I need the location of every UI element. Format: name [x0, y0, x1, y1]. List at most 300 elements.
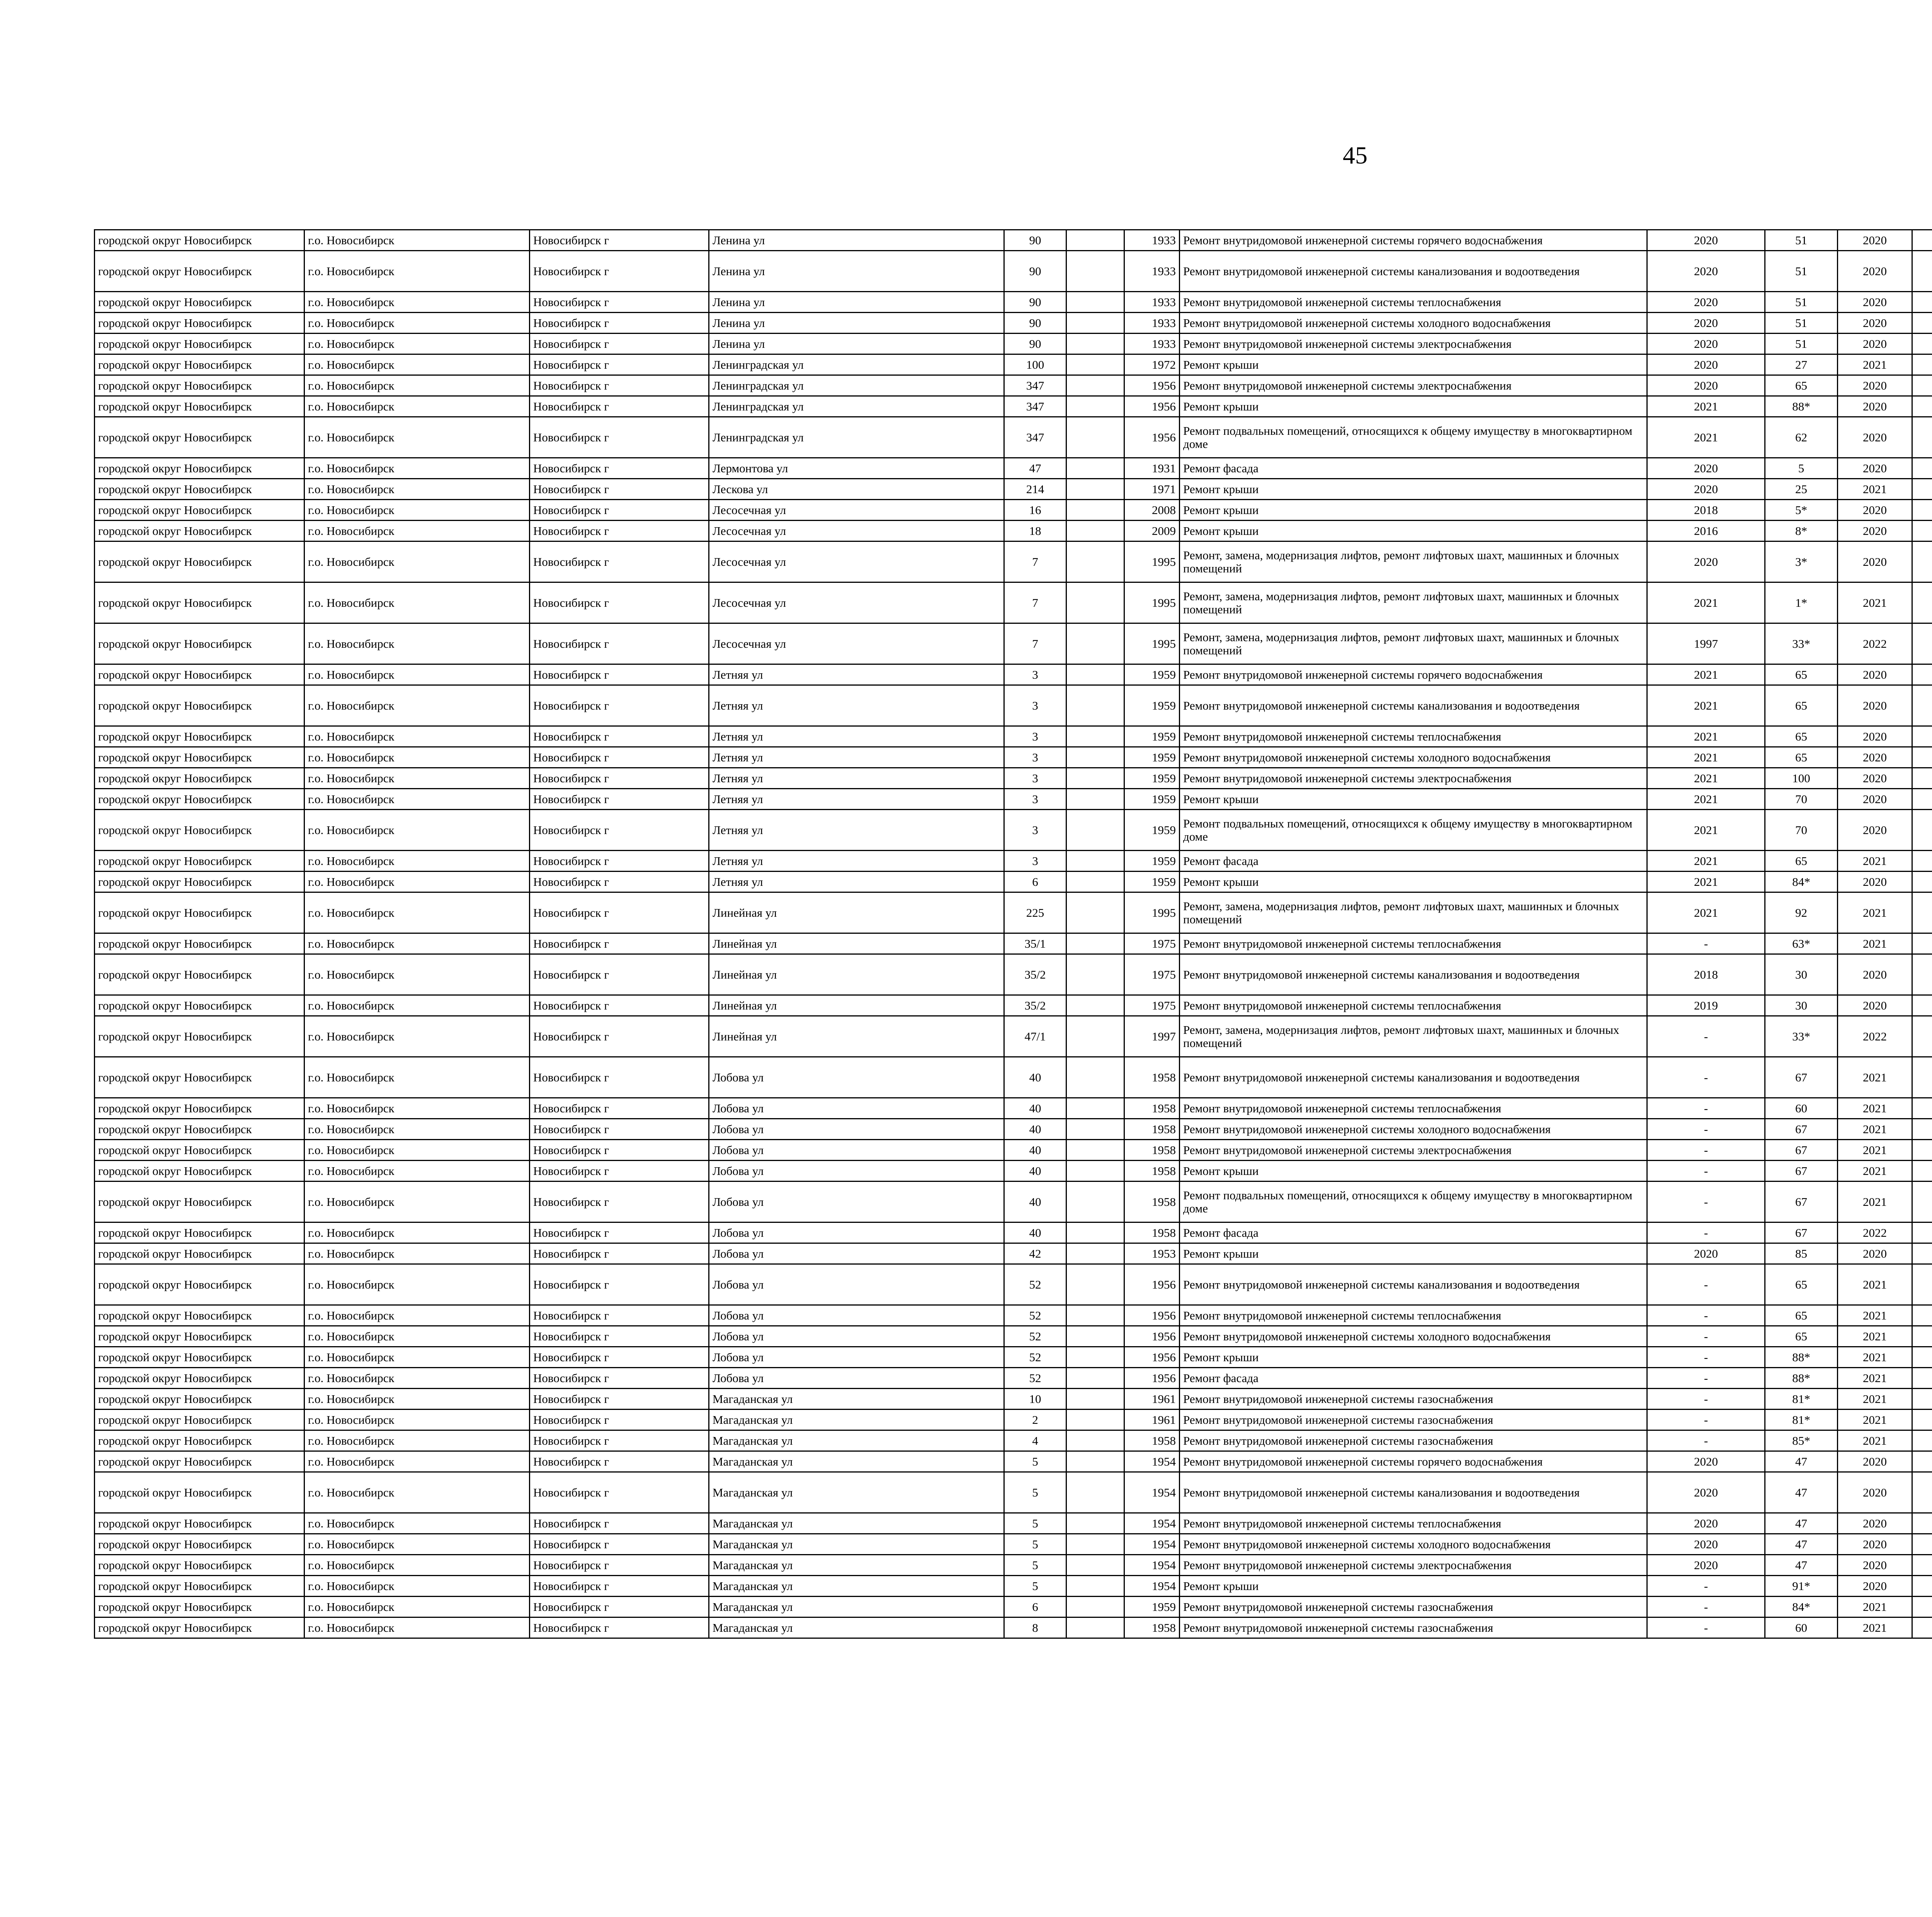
cell-house-number: 347	[1004, 417, 1066, 458]
cell-build-year: 1954	[1124, 1513, 1180, 1534]
cell-building	[1066, 1243, 1124, 1264]
cell-build-year: 1958	[1124, 1119, 1180, 1140]
cell-last-repair-year: -	[1647, 1389, 1765, 1410]
cell-municipality: городской округ Новосибирск	[95, 1597, 304, 1617]
cell-work-type: Ремонт внутридомовой инженерной системы газоснабжения	[1180, 1597, 1647, 1617]
cell-settlement-type: г.о. Новосибирск	[304, 458, 530, 479]
cell-city: Новосибирск г	[530, 1326, 709, 1347]
cell-plan-end-year	[1912, 251, 1932, 292]
cell-work-type: Ремонт внутридомовой инженерной системы теплоснабжения	[1180, 1305, 1647, 1326]
cell-plan-end-year	[1912, 623, 1932, 664]
cell-last-repair-year: 2020	[1647, 292, 1765, 313]
cell-build-year: 1971	[1124, 479, 1180, 500]
cell-house-number: 35/2	[1004, 995, 1066, 1016]
cell-city: Новосибирск г	[530, 1016, 709, 1057]
repair-register-table	[94, 229, 1932, 1639]
cell-settlement-type: г.о. Новосибирск	[304, 1347, 530, 1368]
cell-building	[1066, 396, 1124, 417]
table-row	[95, 872, 1932, 892]
cell-street: Ленинградская ул	[709, 396, 1004, 417]
cell-city: Новосибирск г	[530, 479, 709, 500]
cell-municipality: городской округ Новосибирск	[95, 1016, 304, 1057]
cell-plan-end-year	[1912, 500, 1932, 521]
cell-street: Ленина ул	[709, 292, 1004, 313]
cell-last-repair-year: 2020	[1647, 1472, 1765, 1513]
cell-last-repair-year: -	[1647, 1264, 1765, 1305]
cell-city: Новосибирск г	[530, 954, 709, 995]
cell-settlement-type: г.о. Новосибирск	[304, 1597, 530, 1617]
cell-settlement-type: г.о. Новосибирск	[304, 954, 530, 995]
cell-building	[1066, 1534, 1124, 1555]
cell-build-year: 1975	[1124, 995, 1180, 1016]
cell-house-number: 347	[1004, 396, 1066, 417]
table-row	[95, 1305, 1932, 1326]
cell-build-year: 1956	[1124, 1264, 1180, 1305]
cell-municipality: городской округ Новосибирск	[95, 1182, 304, 1222]
cell-plan-start-year: 2021	[1838, 1140, 1912, 1161]
cell-work-type: Ремонт крыши	[1180, 396, 1647, 417]
cell-last-repair-year: -	[1647, 1140, 1765, 1161]
cell-house-number: 42	[1004, 1243, 1066, 1264]
cell-house-number: 35/2	[1004, 954, 1066, 995]
cell-plan-end-year	[1912, 1472, 1932, 1513]
cell-street: Ленинградская ул	[709, 417, 1004, 458]
cell-house-number: 40	[1004, 1161, 1066, 1182]
cell-settlement-type: г.о. Новосибирск	[304, 1555, 530, 1576]
cell-street: Летняя ул	[709, 768, 1004, 789]
cell-settlement-type: г.о. Новосибирск	[304, 541, 530, 582]
cell-city: Новосибирск г	[530, 892, 709, 933]
cell-plan-start-year: 2020	[1838, 872, 1912, 892]
cell-wear-percent: 47	[1765, 1451, 1838, 1472]
cell-city: Новосибирск г	[530, 1347, 709, 1368]
cell-build-year: 1995	[1124, 541, 1180, 582]
cell-build-year: 1933	[1124, 313, 1180, 334]
cell-work-type: Ремонт внутридомовой инженерной системы электроснабжения	[1180, 334, 1647, 354]
table-row	[95, 354, 1932, 375]
cell-build-year: 1956	[1124, 417, 1180, 458]
cell-settlement-type: г.о. Новосибирск	[304, 230, 530, 251]
table-row	[95, 768, 1932, 789]
cell-work-type: Ремонт крыши	[1180, 789, 1647, 810]
cell-last-repair-year: 2021	[1647, 892, 1765, 933]
cell-build-year: 1933	[1124, 230, 1180, 251]
cell-house-number: 90	[1004, 334, 1066, 354]
cell-plan-end-year	[1912, 479, 1932, 500]
cell-settlement-type: г.о. Новосибирск	[304, 1098, 530, 1119]
cell-house-number: 5	[1004, 1555, 1066, 1576]
cell-wear-percent: 67	[1765, 1182, 1838, 1222]
cell-build-year: 1958	[1124, 1182, 1180, 1222]
cell-build-year: 1997	[1124, 1016, 1180, 1057]
cell-city: Новосибирск г	[530, 292, 709, 313]
cell-wear-percent: 84*	[1765, 872, 1838, 892]
cell-street: Летняя ул	[709, 685, 1004, 726]
cell-house-number: 3	[1004, 789, 1066, 810]
cell-plan-end-year	[1912, 1534, 1932, 1555]
cell-last-repair-year: 2020	[1647, 479, 1765, 500]
cell-plan-end-year	[1912, 664, 1932, 685]
cell-building	[1066, 726, 1124, 747]
cell-last-repair-year: 2020	[1647, 1243, 1765, 1264]
cell-plan-start-year: 2022	[1838, 1222, 1912, 1243]
cell-build-year: 1995	[1124, 623, 1180, 664]
cell-build-year: 1954	[1124, 1534, 1180, 1555]
cell-last-repair-year: 2021	[1647, 747, 1765, 768]
cell-wear-percent: 67	[1765, 1161, 1838, 1182]
cell-last-repair-year: 2021	[1647, 417, 1765, 458]
cell-wear-percent: 1*	[1765, 582, 1838, 623]
table-row	[95, 1098, 1932, 1119]
table-row	[95, 292, 1932, 313]
cell-work-type: Ремонт фасада	[1180, 851, 1647, 872]
cell-settlement-type: г.о. Новосибирск	[304, 1119, 530, 1140]
cell-wear-percent: 65	[1765, 851, 1838, 872]
cell-city: Новосибирск г	[530, 1243, 709, 1264]
cell-settlement-type: г.о. Новосибирск	[304, 1057, 530, 1098]
cell-street: Линейная ул	[709, 995, 1004, 1016]
cell-city: Новосибирск г	[530, 417, 709, 458]
table-row	[95, 1016, 1932, 1057]
cell-work-type: Ремонт внутридомовой инженерной системы электроснабжения	[1180, 1140, 1647, 1161]
cell-municipality: городской округ Новосибирск	[95, 500, 304, 521]
table-row	[95, 230, 1932, 251]
cell-last-repair-year: 2019	[1647, 995, 1765, 1016]
cell-plan-end-year	[1912, 1243, 1932, 1264]
cell-work-type: Ремонт фасада	[1180, 1368, 1647, 1389]
cell-settlement-type: г.о. Новосибирск	[304, 521, 530, 541]
cell-city: Новосибирск г	[530, 500, 709, 521]
cell-last-repair-year: 2021	[1647, 851, 1765, 872]
cell-street: Летняя ул	[709, 851, 1004, 872]
cell-plan-end-year	[1912, 747, 1932, 768]
cell-plan-start-year: 2020	[1838, 500, 1912, 521]
cell-plan-start-year: 2020	[1838, 810, 1912, 851]
cell-work-type: Ремонт внутридомовой инженерной системы канализования и водоотведения	[1180, 1472, 1647, 1513]
cell-building	[1066, 933, 1124, 954]
cell-municipality: городской округ Новосибирск	[95, 1472, 304, 1513]
cell-last-repair-year: 2021	[1647, 685, 1765, 726]
cell-plan-start-year: 2021	[1838, 479, 1912, 500]
cell-last-repair-year: -	[1647, 1119, 1765, 1140]
cell-street: Магаданская ул	[709, 1555, 1004, 1576]
cell-build-year: 1933	[1124, 292, 1180, 313]
cell-municipality: городской округ Новосибирск	[95, 375, 304, 396]
cell-street: Лобова ул	[709, 1368, 1004, 1389]
table-row	[95, 1617, 1932, 1638]
cell-build-year: 1956	[1124, 1368, 1180, 1389]
cell-last-repair-year: 2020	[1647, 1451, 1765, 1472]
cell-build-year: 1959	[1124, 851, 1180, 872]
cell-wear-percent: 70	[1765, 810, 1838, 851]
table-row	[95, 954, 1932, 995]
table-row	[95, 375, 1932, 396]
cell-plan-start-year: 2022	[1838, 1016, 1912, 1057]
cell-house-number: 90	[1004, 230, 1066, 251]
cell-last-repair-year: 2021	[1647, 582, 1765, 623]
cell-plan-start-year: 2020	[1838, 1451, 1912, 1472]
cell-wear-percent: 25	[1765, 479, 1838, 500]
cell-wear-percent: 88*	[1765, 1368, 1838, 1389]
table-row	[95, 1472, 1932, 1513]
cell-building	[1066, 1264, 1124, 1305]
table-row	[95, 479, 1932, 500]
cell-house-number: 47/1	[1004, 1016, 1066, 1057]
cell-plan-end-year	[1912, 685, 1932, 726]
cell-plan-start-year: 2020	[1838, 230, 1912, 251]
cell-plan-end-year	[1912, 726, 1932, 747]
cell-plan-start-year: 2020	[1838, 1534, 1912, 1555]
cell-work-type: Ремонт фасада	[1180, 1222, 1647, 1243]
cell-wear-percent: 70	[1765, 789, 1838, 810]
cell-plan-end-year	[1912, 334, 1932, 354]
cell-work-type: Ремонт фасада	[1180, 458, 1647, 479]
cell-street: Магаданская ул	[709, 1410, 1004, 1430]
cell-house-number: 8	[1004, 1617, 1066, 1638]
cell-street: Лобова ул	[709, 1243, 1004, 1264]
cell-work-type: Ремонт внутридомовой инженерной системы теплоснабжения	[1180, 292, 1647, 313]
cell-last-repair-year: 2020	[1647, 375, 1765, 396]
cell-building	[1066, 1305, 1124, 1326]
cell-plan-start-year: 2020	[1838, 1472, 1912, 1513]
cell-city: Новосибирск г	[530, 1430, 709, 1451]
cell-city: Новосибирск г	[530, 1534, 709, 1555]
cell-house-number: 3	[1004, 851, 1066, 872]
cell-wear-percent: 85*	[1765, 1430, 1838, 1451]
cell-building	[1066, 230, 1124, 251]
cell-street: Линейная ул	[709, 1016, 1004, 1057]
cell-street: Лобова ул	[709, 1347, 1004, 1368]
cell-work-type: Ремонт подвальных помещений, относящихся к общему имуществу в многоквартирном доме	[1180, 1182, 1647, 1222]
table-row	[95, 251, 1932, 292]
table-row	[95, 1326, 1932, 1347]
cell-work-type: Ремонт подвальных помещений, относящихся к общему имуществу в многоквартирном доме	[1180, 810, 1647, 851]
cell-plan-start-year: 2020	[1838, 789, 1912, 810]
cell-street: Летняя ул	[709, 664, 1004, 685]
cell-wear-percent: 47	[1765, 1555, 1838, 1576]
cell-settlement-type: г.о. Новосибирск	[304, 933, 530, 954]
cell-street: Лобова ул	[709, 1140, 1004, 1161]
table-row	[95, 1513, 1932, 1534]
cell-street: Магаданская ул	[709, 1534, 1004, 1555]
cell-plan-end-year	[1912, 1182, 1932, 1222]
table-row	[95, 1119, 1932, 1140]
cell-work-type: Ремонт крыши	[1180, 354, 1647, 375]
cell-wear-percent: 65	[1765, 726, 1838, 747]
cell-plan-start-year: 2021	[1838, 1098, 1912, 1119]
cell-building	[1066, 1617, 1124, 1638]
cell-wear-percent: 60	[1765, 1098, 1838, 1119]
cell-work-type: Ремонт крыши	[1180, 872, 1647, 892]
cell-house-number: 5	[1004, 1534, 1066, 1555]
table-row	[95, 417, 1932, 458]
cell-work-type: Ремонт внутридомовой инженерной системы холодного водоснабжения	[1180, 747, 1647, 768]
cell-building	[1066, 417, 1124, 458]
table-row	[95, 810, 1932, 851]
cell-settlement-type: г.о. Новосибирск	[304, 582, 530, 623]
cell-plan-start-year: 2021	[1838, 354, 1912, 375]
cell-house-number: 2	[1004, 1410, 1066, 1430]
cell-city: Новосибирск г	[530, 375, 709, 396]
cell-house-number: 35/1	[1004, 933, 1066, 954]
cell-plan-end-year	[1912, 1140, 1932, 1161]
cell-plan-start-year: 2020	[1838, 954, 1912, 995]
cell-last-repair-year: 2018	[1647, 500, 1765, 521]
cell-last-repair-year: 2021	[1647, 789, 1765, 810]
cell-wear-percent: 67	[1765, 1057, 1838, 1098]
cell-municipality: городской округ Новосибирск	[95, 1140, 304, 1161]
cell-plan-start-year: 2020	[1838, 521, 1912, 541]
cell-house-number: 40	[1004, 1222, 1066, 1243]
table-row	[95, 1347, 1932, 1368]
cell-settlement-type: г.о. Новосибирск	[304, 1430, 530, 1451]
cell-building	[1066, 995, 1124, 1016]
cell-street: Магаданская ул	[709, 1430, 1004, 1451]
cell-plan-start-year: 2021	[1838, 1119, 1912, 1140]
cell-plan-start-year: 2021	[1838, 1264, 1912, 1305]
register-body	[95, 230, 1932, 1638]
cell-work-type: Ремонт внутридомовой инженерной системы газоснабжения	[1180, 1389, 1647, 1410]
cell-building	[1066, 500, 1124, 521]
cell-build-year: 1953	[1124, 1243, 1180, 1264]
cell-last-repair-year: 2021	[1647, 810, 1765, 851]
cell-building	[1066, 375, 1124, 396]
page-number: 45	[1343, 141, 1367, 169]
cell-plan-end-year	[1912, 313, 1932, 334]
table-row	[95, 1389, 1932, 1410]
cell-last-repair-year: -	[1647, 933, 1765, 954]
cell-municipality: городской округ Новосибирск	[95, 623, 304, 664]
cell-house-number: 40	[1004, 1098, 1066, 1119]
cell-street: Лескова ул	[709, 479, 1004, 500]
cell-plan-end-year	[1912, 768, 1932, 789]
cell-wear-percent: 33*	[1765, 623, 1838, 664]
cell-street: Лобова ул	[709, 1182, 1004, 1222]
cell-settlement-type: г.о. Новосибирск	[304, 354, 530, 375]
table-row	[95, 500, 1932, 521]
cell-municipality: городской округ Новосибирск	[95, 1513, 304, 1534]
cell-build-year: 1931	[1124, 458, 1180, 479]
cell-work-type: Ремонт внутридомовой инженерной системы теплоснабжения	[1180, 1513, 1647, 1534]
table-row	[95, 1182, 1932, 1222]
cell-plan-end-year	[1912, 1555, 1932, 1576]
cell-municipality: городской округ Новосибирск	[95, 458, 304, 479]
cell-settlement-type: г.о. Новосибирск	[304, 396, 530, 417]
cell-plan-end-year	[1912, 375, 1932, 396]
cell-settlement-type: г.о. Новосибирск	[304, 623, 530, 664]
cell-settlement-type: г.о. Новосибирск	[304, 1451, 530, 1472]
cell-build-year: 1959	[1124, 1597, 1180, 1617]
cell-house-number: 3	[1004, 726, 1066, 747]
cell-building	[1066, 521, 1124, 541]
cell-street: Лесосечная ул	[709, 582, 1004, 623]
cell-build-year: 1958	[1124, 1222, 1180, 1243]
cell-last-repair-year: 2021	[1647, 726, 1765, 747]
cell-build-year: 1954	[1124, 1576, 1180, 1597]
cell-plan-end-year	[1912, 292, 1932, 313]
cell-settlement-type: г.о. Новосибирск	[304, 995, 530, 1016]
cell-house-number: 52	[1004, 1347, 1066, 1368]
cell-street: Лобова ул	[709, 1264, 1004, 1305]
cell-work-type: Ремонт внутридомовой инженерной системы электроснабжения	[1180, 768, 1647, 789]
cell-plan-end-year	[1912, 1098, 1932, 1119]
cell-settlement-type: г.о. Новосибирск	[304, 892, 530, 933]
cell-building	[1066, 810, 1124, 851]
cell-last-repair-year: -	[1647, 1057, 1765, 1098]
cell-house-number: 40	[1004, 1182, 1066, 1222]
cell-settlement-type: г.о. Новосибирск	[304, 1222, 530, 1243]
cell-city: Новосибирск г	[530, 995, 709, 1016]
cell-house-number: 7	[1004, 582, 1066, 623]
cell-settlement-type: г.о. Новосибирск	[304, 1472, 530, 1513]
table-row	[95, 1264, 1932, 1305]
cell-street: Лесосечная ул	[709, 541, 1004, 582]
cell-last-repair-year: 1997	[1647, 623, 1765, 664]
cell-municipality: городской округ Новосибирск	[95, 892, 304, 933]
cell-street: Линейная ул	[709, 892, 1004, 933]
cell-settlement-type: г.о. Новосибирск	[304, 810, 530, 851]
cell-wear-percent: 81*	[1765, 1410, 1838, 1430]
cell-house-number: 100	[1004, 354, 1066, 375]
cell-plan-end-year	[1912, 230, 1932, 251]
cell-street: Летняя ул	[709, 726, 1004, 747]
cell-wear-percent: 88*	[1765, 1347, 1838, 1368]
cell-build-year: 1972	[1124, 354, 1180, 375]
cell-city: Новосибирск г	[530, 1222, 709, 1243]
cell-settlement-type: г.о. Новосибирск	[304, 1016, 530, 1057]
cell-house-number: 3	[1004, 768, 1066, 789]
cell-settlement-type: г.о. Новосибирск	[304, 1326, 530, 1347]
cell-plan-start-year: 2021	[1838, 1617, 1912, 1638]
cell-last-repair-year: 2020	[1647, 354, 1765, 375]
cell-settlement-type: г.о. Новосибирск	[304, 664, 530, 685]
cell-building	[1066, 789, 1124, 810]
cell-settlement-type: г.о. Новосибирск	[304, 1617, 530, 1638]
cell-municipality: городской округ Новосибирск	[95, 995, 304, 1016]
table-row	[95, 664, 1932, 685]
cell-work-type: Ремонт внутридомовой инженерной системы горячего водоснабжения	[1180, 230, 1647, 251]
cell-settlement-type: г.о. Новосибирск	[304, 851, 530, 872]
cell-street: Летняя ул	[709, 810, 1004, 851]
cell-city: Новосибирск г	[530, 396, 709, 417]
cell-build-year: 1959	[1124, 768, 1180, 789]
cell-house-number: 90	[1004, 292, 1066, 313]
cell-settlement-type: г.о. Новосибирск	[304, 1534, 530, 1555]
cell-house-number: 90	[1004, 313, 1066, 334]
cell-building	[1066, 1098, 1124, 1119]
cell-build-year: 1975	[1124, 954, 1180, 995]
cell-settlement-type: г.о. Новосибирск	[304, 1576, 530, 1597]
cell-city: Новосибирск г	[530, 664, 709, 685]
cell-last-repair-year: 2016	[1647, 521, 1765, 541]
cell-build-year: 1995	[1124, 892, 1180, 933]
cell-city: Новосибирск г	[530, 933, 709, 954]
cell-building	[1066, 1222, 1124, 1243]
cell-house-number: 40	[1004, 1140, 1066, 1161]
cell-work-type: Ремонт внутридомовой инженерной системы теплоснабжения	[1180, 1098, 1647, 1119]
cell-last-repair-year: 2020	[1647, 230, 1765, 251]
cell-municipality: городской округ Новосибирск	[95, 582, 304, 623]
cell-house-number: 5	[1004, 1451, 1066, 1472]
cell-plan-start-year: 2021	[1838, 1161, 1912, 1182]
cell-plan-end-year	[1912, 541, 1932, 582]
cell-plan-end-year	[1912, 1016, 1932, 1057]
cell-street: Ленинградская ул	[709, 375, 1004, 396]
cell-work-type: Ремонт внутридомовой инженерной системы холодного водоснабжения	[1180, 1119, 1647, 1140]
cell-house-number: 6	[1004, 1597, 1066, 1617]
cell-building	[1066, 747, 1124, 768]
cell-settlement-type: г.о. Новосибирск	[304, 1161, 530, 1182]
